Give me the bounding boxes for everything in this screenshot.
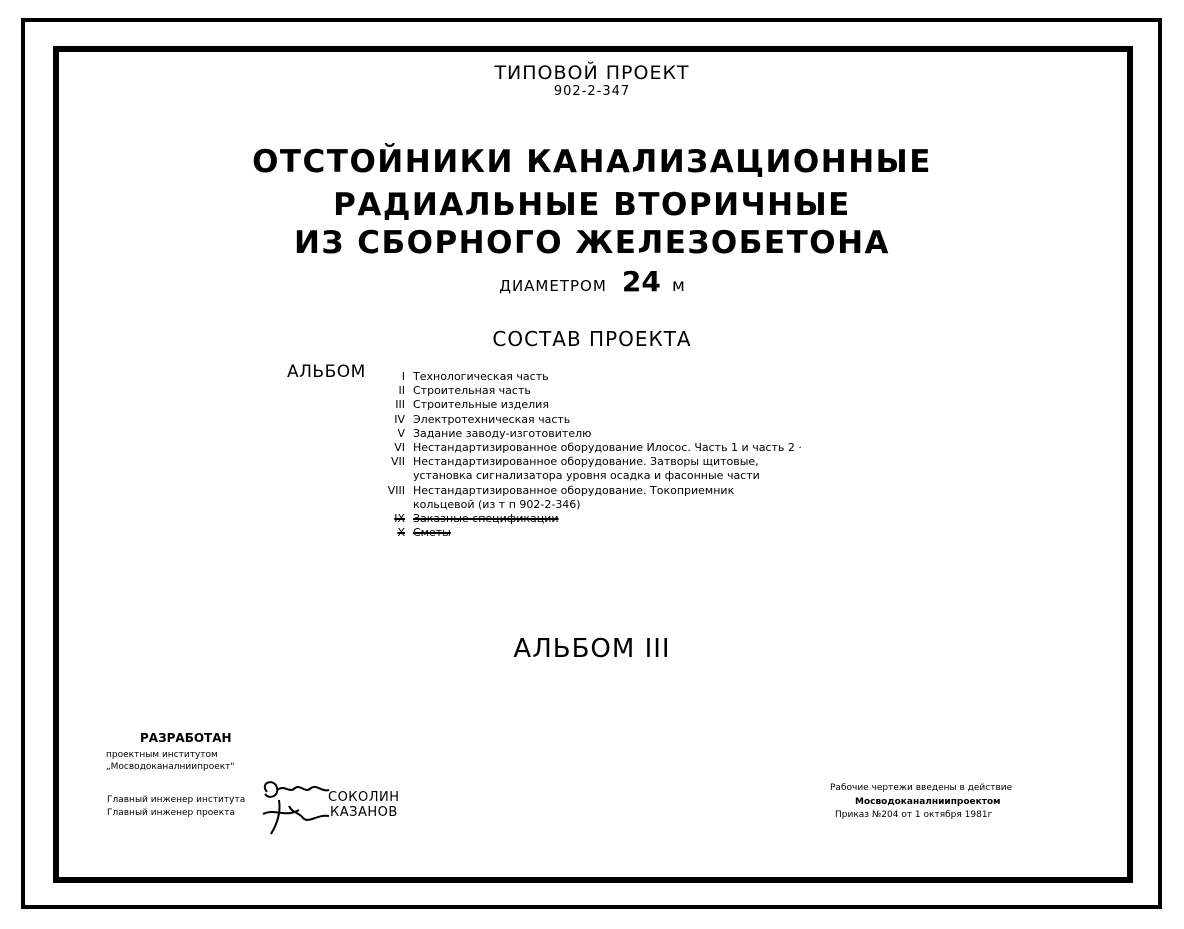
chief-project-role: Главный инженер проекта — [107, 808, 235, 818]
album-item-number: X — [397, 526, 405, 540]
album-item — [380, 512, 802, 526]
album-item — [380, 427, 802, 441]
developer-heading: РАЗРАБОТАН — [140, 731, 232, 745]
chief-institute-role: Главный инженер института — [107, 795, 246, 805]
album-item — [380, 441, 802, 455]
album-item — [380, 398, 802, 412]
chief-institute-name: СОКОЛИН — [328, 790, 400, 805]
album-item-text: Технологическая часть — [413, 370, 549, 383]
enactment-line-3: Приказ №204 от 1 октября 1981г — [835, 810, 993, 820]
album-item-number: IV — [394, 412, 405, 426]
album-item-text: Строительные изделия — [413, 398, 549, 412]
album-item — [380, 384, 802, 398]
album-list — [380, 370, 802, 540]
title-line-2: РАДИАЛЬНЫЕ ВТОРИЧНЫЕ — [333, 187, 851, 223]
album-item-text: Нестандартизированное оборудование. Затворы щитовые, установка сигнализатора уровня осадка и фасонные части — [413, 455, 760, 483]
album-item-text: Строительная часть — [413, 384, 531, 398]
title-line-1: ОТСТОЙНИКИ КАНАЛИЗАЦИОННЫЕ — [252, 144, 932, 180]
developer-line-2: „Мосводоканалниипроект" — [106, 762, 235, 772]
album-item-number: V — [397, 426, 405, 440]
album-item — [380, 455, 802, 483]
album-item-text: Заказные спецификации — [413, 512, 559, 526]
album-word: АЛЬБОМ — [287, 362, 366, 382]
album-item-number: VI — [394, 441, 405, 455]
diameter-unit: м — [671, 276, 685, 296]
album-item-number: III — [395, 398, 405, 412]
chief-project-name: КАЗАНОВ — [330, 805, 398, 820]
album-item-number: II — [398, 384, 405, 398]
album-item-text: Электротехническая часть — [413, 412, 571, 426]
developer-line-1: проектным институтом — [106, 750, 218, 760]
contents-heading: СОСТАВ ПРОЕКТА — [492, 327, 692, 351]
album-item-text: Нестандартизированное оборудование Илосос. Часть 1 и часть 2 · — [413, 441, 802, 455]
album-item — [380, 413, 802, 427]
album-item-text: Нестандартизированное оборудование. Токоприемник кольцевой (из т п 902-2-346) — [413, 483, 735, 511]
album-item — [380, 526, 802, 540]
album-item-number: VII — [390, 455, 405, 469]
album-item-number: IX — [394, 512, 405, 526]
header-label: ТИПОВОЙ ПРОЕКТ — [494, 62, 690, 84]
project-number: 902-2-347 — [553, 84, 631, 99]
signatures — [255, 778, 333, 836]
title-line-3: ИЗ СБОРНОГО ЖЕЛЕЗОБЕТОНА — [293, 225, 891, 261]
diameter-row — [0, 265, 1184, 298]
album-item-number: I — [401, 370, 405, 383]
album-item — [380, 484, 802, 512]
enactment-line-1: Рабочие чертежи введены в действие — [830, 783, 1013, 793]
diameter-value: 24 — [621, 265, 661, 298]
album-item-text: Сметы — [413, 526, 451, 540]
album-item-number: VIII — [387, 483, 405, 497]
enactment-line-2: Мосводоканалниипроектом — [855, 797, 1001, 807]
diameter-label: ДИАМЕТРОМ — [499, 277, 607, 295]
album-item-text: Задание заводу-изготовителю — [413, 426, 592, 440]
album-item — [380, 370, 802, 384]
current-album: АЛЬБОМ III — [513, 634, 671, 664]
